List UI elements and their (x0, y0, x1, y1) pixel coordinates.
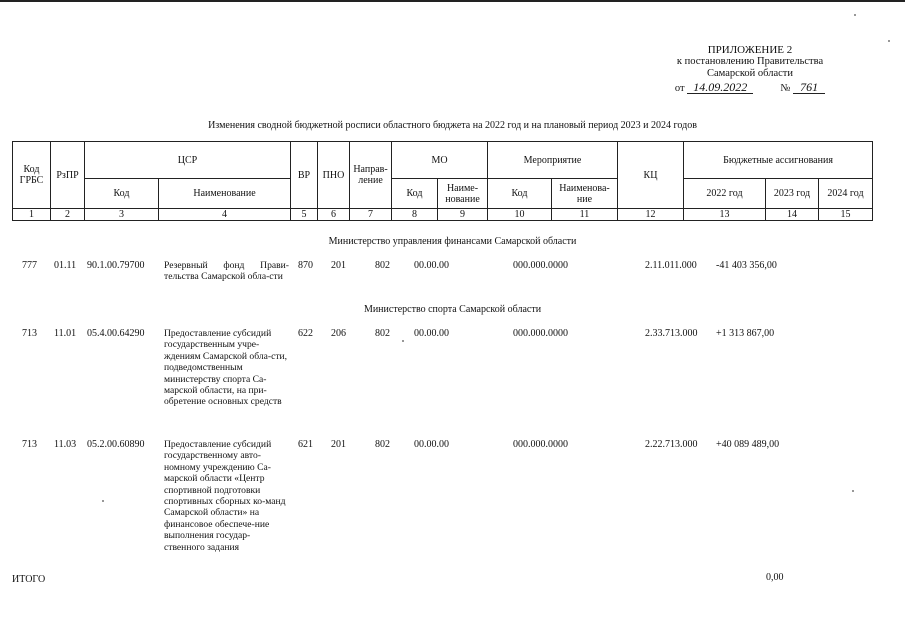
cell-rzpr: 11.03 (54, 439, 77, 450)
cell-meropriyatie: 000.000.0000 (513, 439, 568, 450)
header-vr: ВР (291, 142, 318, 209)
header-budget: Бюджетные ассигнования (684, 142, 873, 179)
cell-napr: 802 (375, 439, 390, 450)
cell-2022: +40 089 489,00 (716, 439, 780, 450)
cell-rzpr: 01.11 (54, 260, 77, 271)
header-csr-kod: Код (85, 179, 159, 209)
column-number: 10 (488, 209, 552, 221)
scan-speck (402, 340, 404, 342)
cell-kc: 2.22.713.000 (645, 439, 698, 450)
cell-mo: 00.00.00 (414, 328, 449, 339)
document-title: Изменения сводной бюджетной росписи областного бюджета на 2022 год и на плановый период 2023 и 2024 годов (208, 120, 697, 131)
column-number: 6 (318, 209, 350, 221)
scan-speck (888, 40, 890, 42)
cell-vr: 870 (298, 260, 313, 271)
total-value: 0,00 (766, 572, 784, 583)
header-mo-name: Наиме-нование (438, 179, 488, 209)
header-2022: 2022 год (684, 179, 766, 209)
appendix-line-2: Самарской области (707, 68, 793, 79)
header-kc: КЦ (618, 142, 684, 209)
header-2024: 2024 год (819, 179, 873, 209)
cell-csr: 05.2.00.60890 (87, 439, 145, 450)
cell-2022: -41 403 356,00 (716, 260, 777, 271)
appendix-from-label: от (674, 83, 685, 94)
cell-csr: 90.1.00.79700 (87, 260, 145, 271)
column-number: 2 (51, 209, 85, 221)
cell-vr: 622 (298, 328, 313, 339)
cell-meropriyatie: 000.000.0000 (513, 260, 568, 271)
header-rzpr: РзПР (51, 142, 85, 209)
header-pno: ПНО (318, 142, 350, 209)
cell-grbs: 713 (22, 328, 37, 339)
cell-grbs: 777 (22, 260, 37, 271)
cell-meropriyatie: 000.000.0000 (513, 328, 568, 339)
header-mo: МО (392, 142, 488, 179)
table-header (12, 141, 873, 221)
appendix-number-label: № (780, 83, 791, 94)
column-number: 8 (392, 209, 438, 221)
appendix-title: ПРИЛОЖЕНИЕ 2 (707, 44, 793, 56)
header-kod-grbs: Код ГРБС (13, 142, 51, 209)
header-2023: 2023 год (766, 179, 819, 209)
header-csr: ЦСР (85, 142, 291, 179)
section-title: Министерство спорта Самарской области (363, 304, 542, 315)
column-number: 11 (552, 209, 618, 221)
column-number: 5 (291, 209, 318, 221)
column-number: 3 (85, 209, 159, 221)
cell-grbs: 713 (22, 439, 37, 450)
cell-kc: 2.33.713.000 (645, 328, 698, 339)
cell-pno: 201 (331, 439, 346, 450)
cell-2022: +1 313 867,00 (716, 328, 775, 339)
column-number: 14 (766, 209, 819, 221)
cell-kc: 2.11.011.000 (645, 260, 697, 271)
cell-mo: 00.00.00 (414, 260, 449, 271)
cell-pno: 201 (331, 260, 346, 271)
cell-pno: 206 (331, 328, 346, 339)
column-number: 15 (819, 209, 873, 221)
cell-csr: 05.4.00.64290 (87, 328, 145, 339)
appendix-block (660, 44, 840, 95)
header-number-row (13, 209, 873, 221)
cell-vr: 621 (298, 439, 313, 450)
header-mo-kod: Код (392, 179, 438, 209)
header-napravlenie: Направ-ление (350, 142, 392, 209)
cell-name: Предоставление субсидий государственным учре-ждениям Самарской обла-сти, подведомственным министерству спорта Са-марской области, на при-обретение основных средств (164, 328, 288, 408)
column-number: 13 (684, 209, 766, 221)
scan-speck (852, 490, 854, 492)
scan-speck (102, 500, 104, 502)
scan-speck (854, 14, 856, 16)
cell-name: Предоставление субсидий государственному авто-номному учреждению Са-марской области «Центр спортивной подготовки спортивных сборных ко-манд Самарской области» на финансовое обеспече-ние выполнения государ-ственного задания (164, 439, 286, 553)
header-meropriyatie: Мероприятие (488, 142, 618, 179)
appendix-number: 761 (793, 81, 825, 94)
column-number: 7 (350, 209, 392, 221)
appendix-date-line (660, 81, 840, 95)
appendix-date: 14.09.2022 (687, 81, 753, 94)
cell-napr: 802 (375, 260, 390, 271)
header-mer-kod: Код (488, 179, 552, 209)
cell-mo: 00.00.00 (414, 439, 449, 450)
column-number: 9 (438, 209, 488, 221)
header-mer-name: Наименова-ние (552, 179, 618, 209)
appendix-line-1: к постановлению Правительства (676, 56, 824, 67)
page-top-border (0, 0, 905, 2)
header-csr-name: Наименование (159, 179, 291, 209)
total-label: ИТОГО (12, 574, 46, 585)
cell-napr: 802 (375, 328, 390, 339)
column-number: 4 (159, 209, 291, 221)
column-number: 12 (618, 209, 684, 221)
cell-name: Резервный фонд Прави-тельства Самарской обла-сти (164, 260, 289, 283)
cell-rzpr: 11.01 (54, 328, 77, 339)
section-title: Министерство управления финансами Самарской области (328, 236, 577, 247)
column-number: 1 (13, 209, 51, 221)
